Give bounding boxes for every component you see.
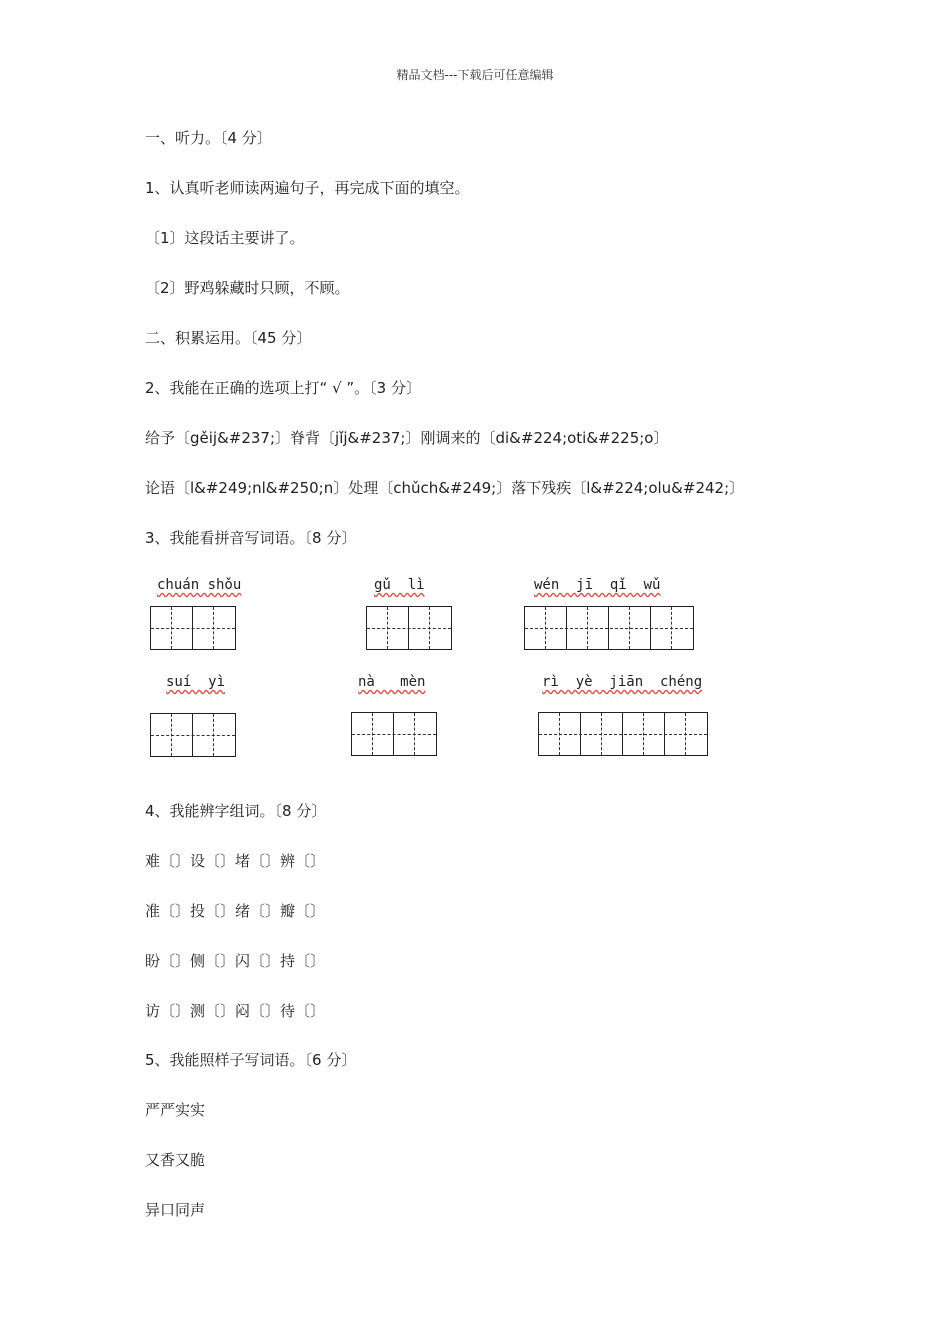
- pinyin-group-5: nà mèn: [358, 674, 426, 690]
- question-5-example-c: 异口同声: [145, 1201, 206, 1219]
- question-4-row-4: 访〔〕测〔〕闷〔〕待〔〕: [145, 1002, 326, 1020]
- section-1-title: 一、听力。〔4 分〕: [145, 129, 272, 147]
- pinyin-group-4: suí yì: [166, 674, 226, 690]
- pinyin-group-3: wén jī qǐ wǔ: [534, 577, 661, 593]
- question-2: 2、我能在正确的选项上打“ √ ”。〔3 分〕: [145, 379, 421, 397]
- writing-grid-5[interactable]: [351, 712, 437, 756]
- pinyin-group-1: chuán shǒu: [157, 577, 242, 593]
- question-4-row-3: 盼〔〕侧〔〕闪〔〕持〔〕: [145, 952, 326, 970]
- question-2-line-a: 给予〔gěij&#237;〕脊背〔jǐj&#237;〕刚调来的〔di&#224;oti&#225;o〕: [145, 429, 669, 447]
- pinyin-group-6: rì yè jiān chéng: [542, 674, 703, 690]
- writing-grid-6[interactable]: [538, 712, 708, 756]
- question-2-line-b: 论语〔l&#249;nl&#250;n〕处理〔chǔch&#249;〕落下残疾〔l&#224;olu&#242;〕: [145, 479, 745, 497]
- question-4-row-2: 准〔〕投〔〕绪〔〕瓣〔〕: [145, 902, 326, 920]
- question-4: 4、我能辨字组词。〔8 分〕: [145, 802, 327, 820]
- writing-grid-3[interactable]: [524, 606, 694, 650]
- question-5: 5、我能照样子写词语。〔6 分〕: [145, 1051, 357, 1069]
- writing-grid-2[interactable]: [366, 606, 452, 650]
- page-header: 精品文档---下载后可任意编辑: [396, 68, 554, 82]
- question-1: 1、认真听老师读两遍句子，再完成下面的填空。: [145, 179, 470, 197]
- writing-grid-4[interactable]: [150, 713, 236, 757]
- question-1-part-1: 〔1〕这段话主要讲了。: [145, 229, 305, 247]
- question-5-example-b: 又香又脆: [145, 1151, 206, 1169]
- question-1-part-2: 〔2〕野鸡躲藏时只顾，不顾。: [145, 279, 350, 297]
- question-3: 3、我能看拼音写词语。〔8 分〕: [145, 529, 357, 547]
- question-5-example-a: 严严实实: [145, 1101, 206, 1119]
- section-2-title: 二、积累运用。〔45 分〕: [145, 329, 312, 347]
- pinyin-group-2: gǔ lì: [374, 577, 425, 593]
- question-4-row-1: 难〔〕设〔〕堵〔〕辨〔〕: [145, 852, 326, 870]
- writing-grid-1[interactable]: [150, 606, 236, 650]
